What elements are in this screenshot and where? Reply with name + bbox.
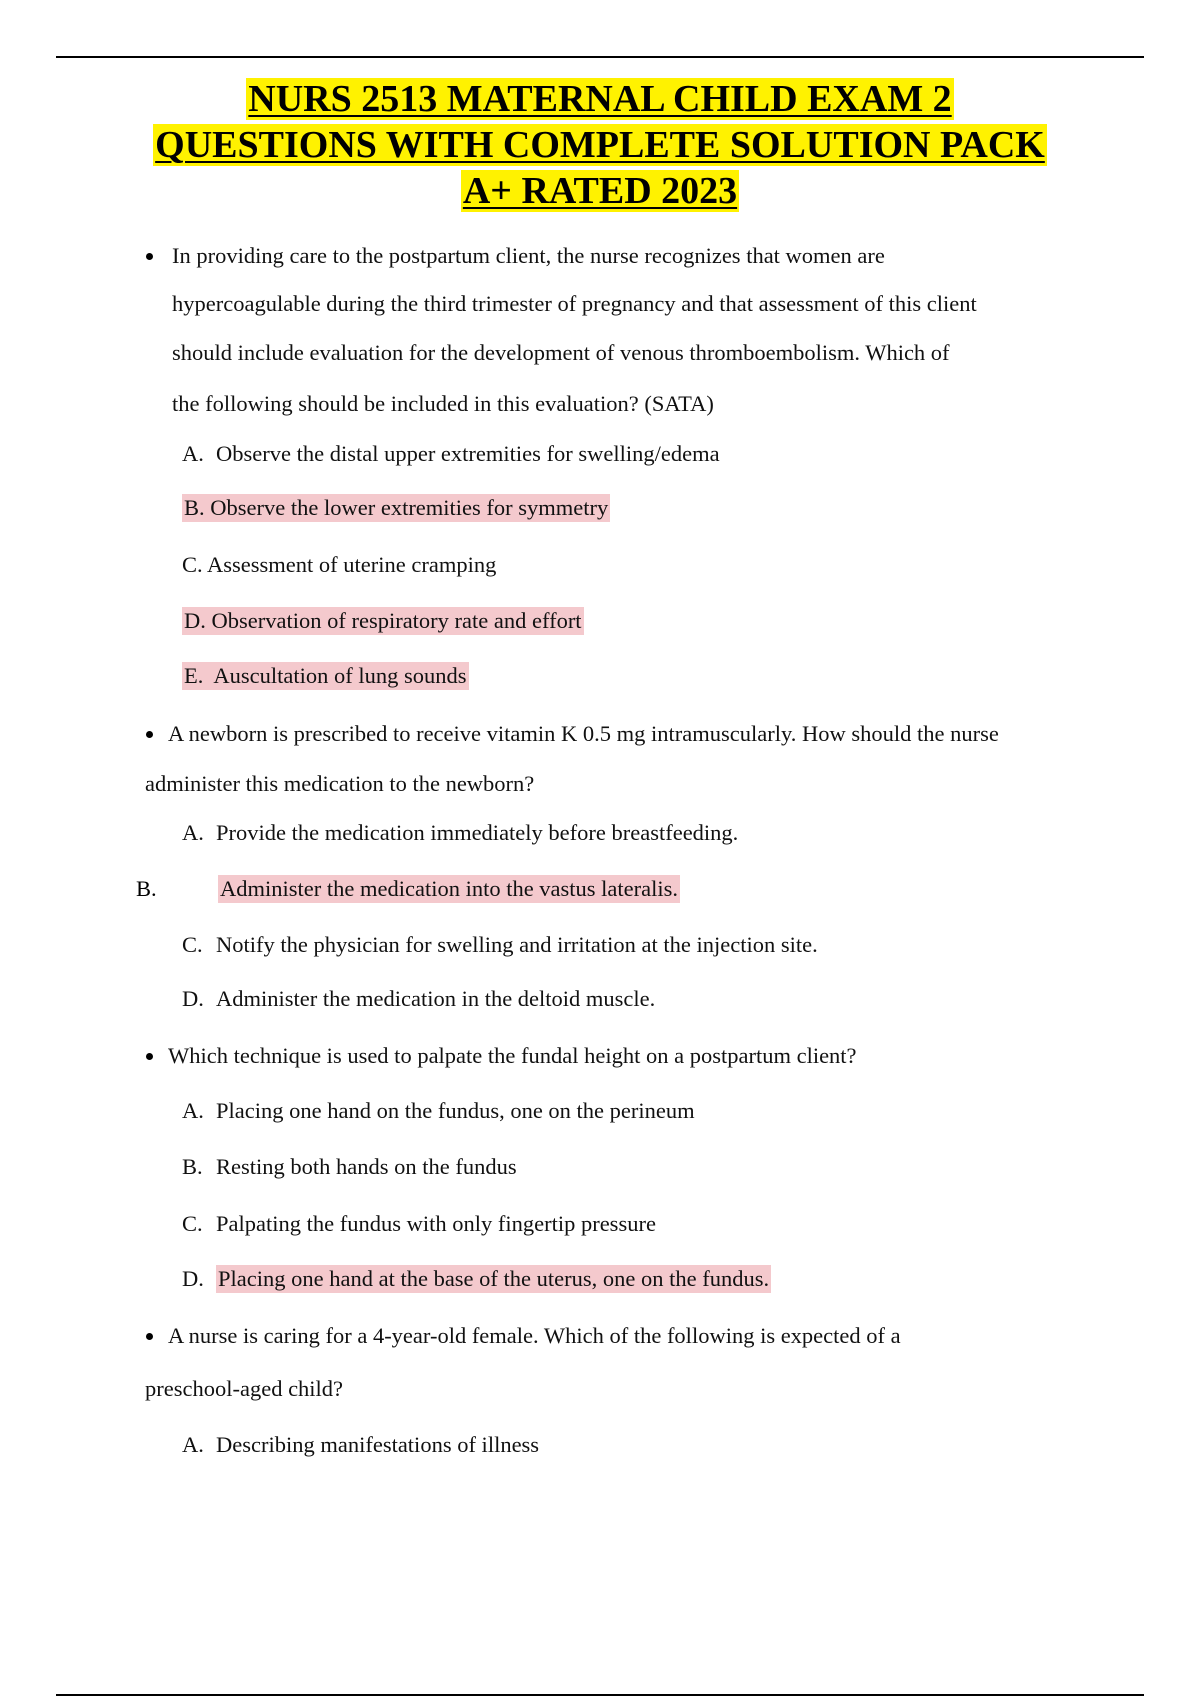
- answer-highlight: [182, 662, 469, 690]
- question-4-stem-line-1: A nurse is caring for a 4-year-old female. Which of the following is expected of a: [168, 1323, 901, 1348]
- option-label: C.: [182, 552, 203, 577]
- bullet-icon: [146, 1053, 153, 1060]
- option-text: Placing one hand on the fundus, one on the perineum: [216, 1098, 695, 1123]
- option-item: [182, 440, 720, 468]
- option-item: [182, 1153, 517, 1181]
- option-text: Observe the lower extremities for symmetry: [210, 495, 609, 520]
- option-item: [182, 931, 818, 959]
- option-label: D.: [182, 986, 204, 1011]
- title-line-3: A+ RATED 2023: [462, 170, 738, 212]
- option-text: Provide the medication immediately before breastfeeding.: [216, 820, 739, 845]
- option-label: E.: [184, 663, 204, 688]
- option-item: [182, 1210, 656, 1238]
- title-line-2: QUESTIONS WITH COMPLETE SOLUTION PACK: [155, 124, 1045, 166]
- option-label: A.: [182, 1098, 204, 1123]
- option-label: C.: [182, 932, 203, 957]
- option-text: Notify the physician for swelling and irritation at the injection site.: [216, 932, 818, 957]
- option-item: [182, 819, 738, 847]
- option-item-correct: [182, 662, 469, 690]
- option-item: [182, 1097, 695, 1125]
- option-label: C.: [182, 1211, 203, 1236]
- option-text: Describing manifestations of illness: [216, 1432, 540, 1457]
- option-item-correct: [218, 875, 680, 903]
- bottom-rule: [56, 1694, 1144, 1696]
- option-text: Assessment of uterine cramping: [207, 552, 497, 577]
- option-text: Administer the medication in the deltoid muscle.: [216, 986, 656, 1011]
- answer-highlight: [182, 494, 610, 522]
- option-text: Observation of respiratory rate and effort: [211, 608, 582, 633]
- option-label: B.: [184, 495, 205, 520]
- answer-highlight: [182, 607, 584, 635]
- bullet-icon: [146, 731, 153, 738]
- option-label: A.: [182, 441, 204, 466]
- option-item: [182, 985, 655, 1013]
- option-item-correct: [182, 607, 584, 635]
- option-label: D.: [182, 1266, 204, 1291]
- option-item: [182, 551, 496, 579]
- option-label: B.: [182, 1154, 203, 1179]
- question-1-stem-line-4: the following should be included in this evaluation? (SATA): [172, 391, 714, 416]
- option-item: [182, 1431, 539, 1459]
- question-3-stem-line-1: Which technique is used to palpate the fundal height on a postpartum client?: [168, 1043, 857, 1068]
- top-rule: [56, 56, 1144, 58]
- question-1-stem-line-1: In providing care to the postpartum client, the nurse recognizes that women are: [172, 243, 885, 268]
- answer-highlight: Administer the medication into the vastus lateralis.: [220, 876, 679, 901]
- question-1-stem-line-3: should include evaluation for the development of venous thromboembolism. Which of: [172, 340, 950, 365]
- option-label: D.: [184, 608, 206, 633]
- option-label: B.: [136, 876, 157, 901]
- answer-highlight: Placing one hand at the base of the uterus, one on the fundus.: [218, 1266, 770, 1291]
- question-1-stem-line-2: hypercoagulable during the third trimester of pregnancy and that assessment of this client: [172, 291, 977, 316]
- option-label: A.: [182, 820, 204, 845]
- question-2-stem-line-1: A newborn is prescribed to receive vitamin K 0.5 mg intramuscularly. How should the nurse: [168, 721, 999, 746]
- bullet-icon: [146, 1333, 153, 1340]
- title-line-1: NURS 2513 MATERNAL CHILD EXAM 2: [248, 78, 952, 120]
- option-text: Resting both hands on the fundus: [216, 1154, 517, 1179]
- option-item-correct: [182, 1265, 771, 1293]
- question-2-stem-line-2: administer this medication to the newborn?: [145, 771, 535, 796]
- option-label: A.: [182, 1432, 204, 1457]
- document-title: [56, 76, 1144, 214]
- option-text: Observe the distal upper extremities for swelling/edema: [216, 441, 720, 466]
- option-item-correct: [182, 494, 610, 522]
- bullet-icon: [146, 253, 153, 260]
- option-text: Palpating the fundus with only fingertip pressure: [216, 1211, 656, 1236]
- option-text: Auscultation of lung sounds: [213, 663, 467, 688]
- question-4-stem-line-2: preschool-aged child?: [145, 1376, 344, 1401]
